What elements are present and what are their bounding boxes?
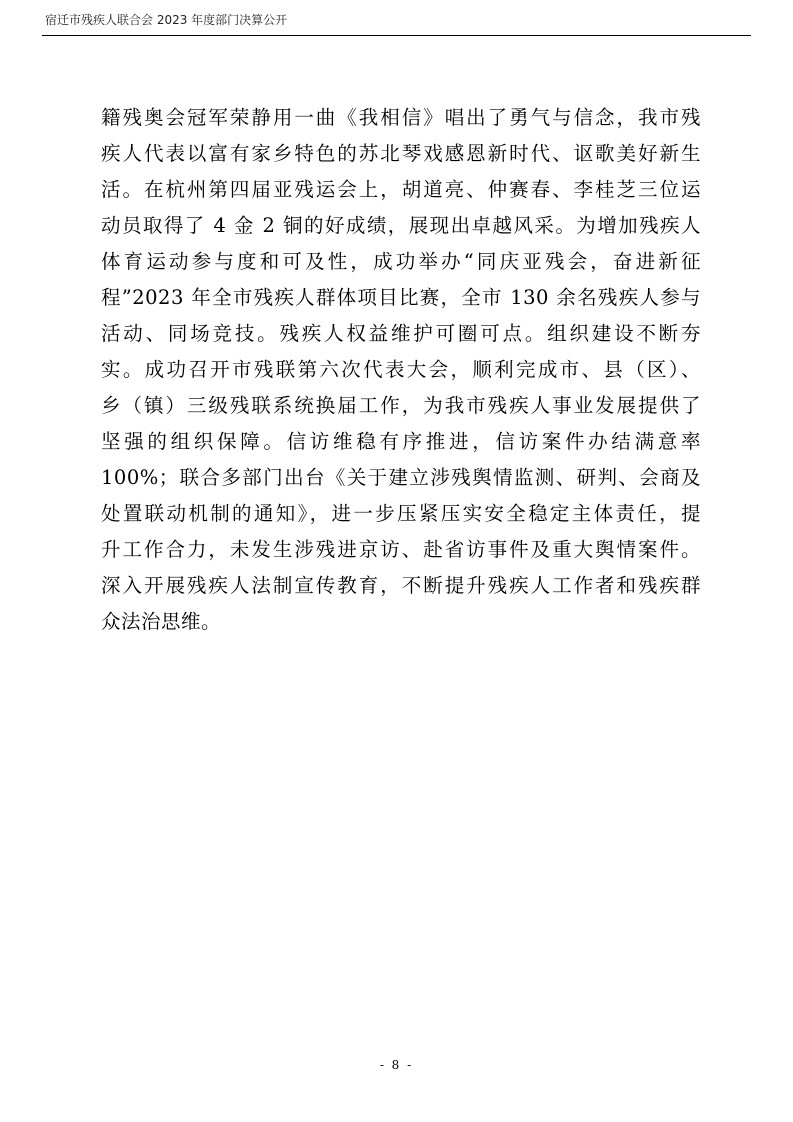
text-line: 疾人代表以富有家乡特色的苏北琴戏感恩新时代、讴歌美好新生 [101, 142, 701, 165]
page-header-title: 宿迁市残疾人联合会 2023 年度部门决算公开 [45, 13, 288, 27]
header-divider [42, 35, 751, 36]
text-line: 坚强的组织保障。信访维稳有序推进，信访案件办结满意率 [101, 430, 701, 453]
text-line: 活。在杭州第四届亚残运会上，胡道亮、仲赛春、李桂芝三位运 [101, 178, 701, 201]
text-line: 乡（镇）三级残联系统换届工作，为我市残疾人事业发展提供了 [101, 394, 701, 417]
text-line: 升工作合力，未发生涉残进京访、赴省访事件及重大舆情案件。 [101, 538, 701, 561]
text-line: 深入开展残疾人法制宣传教育，不断提升残疾人工作者和残疾群 [101, 574, 701, 597]
text-line: 籍残奥会冠军荣静用一曲《我相信》唱出了勇气与信念，我市残 [101, 106, 701, 129]
text-line: 活动、同场竞技。残疾人权益维护可圈可点。组织建设不断夯 [101, 322, 701, 345]
text-line: 体育运动参与度和可及性，成功举办“同庆亚残会，奋进新征 [101, 250, 701, 273]
text-line: 100%；联合多部门出台《关于建立涉残舆情监测、研判、会商及 [101, 466, 701, 489]
page-number: - 8 - [379, 1058, 414, 1072]
text-line: 处置联动机制的通知》，进一步压紧压实安全稳定主体责任，提 [101, 502, 701, 525]
text-line: 实。成功召开市残联第六次代表大会，顺利完成市、县（区）、 [101, 358, 701, 381]
body-paragraph [101, 100, 701, 640]
text-line: 众法治思维。 [101, 610, 222, 633]
text-line: 动员取得了 4 金 2 铜的好成绩，展现出卓越风采。为增加残疾人 [101, 214, 701, 237]
text-line: 程”2023 年全市残疾人群体项目比赛，全市 130 余名残疾人参与 [101, 286, 701, 309]
